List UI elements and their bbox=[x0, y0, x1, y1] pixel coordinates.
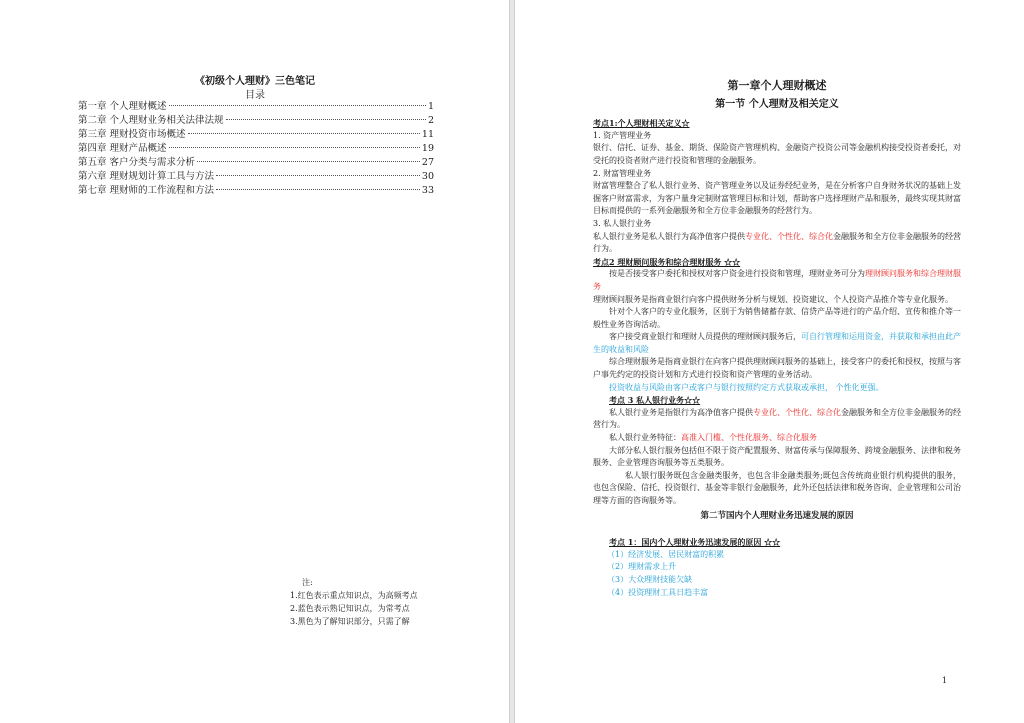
toc-entry-page: 1 bbox=[427, 101, 434, 112]
toc-entry-label: 第五章 客户分类与需求分析 bbox=[78, 157, 196, 168]
exam-point-heading: 考点 3 私人银行业务☆☆ bbox=[609, 395, 701, 406]
toc-entry-label: 第二章 个人理财业务相关法律法规 bbox=[78, 115, 224, 126]
left-page bbox=[0, 0, 510, 723]
highlight-red: 专业化、个性化、综合化 bbox=[745, 231, 833, 241]
paragraph bbox=[593, 407, 961, 432]
toc-leader bbox=[169, 147, 420, 148]
text-run: 客户接受商业银行和理财人员提供的理财顾问服务后， bbox=[609, 332, 801, 342]
toc-heading: 目录 bbox=[245, 90, 265, 101]
highlight-red: 理财顾问服务和综合理财服务 bbox=[593, 269, 961, 291]
list-item: （2）理财需求上升 bbox=[607, 562, 677, 572]
toc-entry[interactable] bbox=[78, 142, 434, 156]
paragraph: 私人银行服务既包含金融类服务，也包含非金融类服务;既包含传统商业银行机构提供的服务，也包含保险、信托、投资银行、基金等非银行金融服务，此外还包括法律和税务咨询、企业管理和公司治理等方面的咨询服务等。 bbox=[593, 470, 961, 505]
color-legend-notes bbox=[290, 576, 418, 628]
highlight-blue: 可自行管理和运用资金，并获取和承担由此产生的收益和风险 bbox=[593, 332, 961, 354]
toc-entry-label: 第一章 个人理财概述 bbox=[78, 101, 167, 112]
exam-point-heading: 考点1:个人理财相关定义☆ bbox=[593, 118, 690, 129]
paragraph bbox=[593, 432, 961, 445]
paragraph: 财富管理整合了私人银行业务、资产管理业务以及证券经纪业务，是在分析客户自身财务状况的基础上发掘客户财富需求，为客户量身定制财富管理目标和计划，帮助客户选择理财产品和服务，最终实现其财富目标而提供的一系列金融服务和全方位非金融服务的经营行为。 bbox=[593, 181, 961, 216]
toc-entry-page: 19 bbox=[421, 143, 434, 154]
notes-heading: 注: bbox=[302, 578, 313, 587]
toc-entry-page: 2 bbox=[427, 115, 434, 126]
paragraph: 针对个人客户的专业化服务，区别于为销售储蓄存款、信贷产品等进行的产品介绍、宣传和推介等一般性业务咨询活动。 bbox=[593, 307, 961, 329]
toc-entry-page: 11 bbox=[421, 129, 434, 140]
toc-entry-label: 第七章 理财师的工作流程和方法 bbox=[78, 185, 215, 196]
list-item: （1）经济发展、居民财富的积累 bbox=[607, 549, 725, 559]
toc-entry-page: 33 bbox=[421, 185, 434, 196]
toc-entry[interactable] bbox=[78, 114, 434, 128]
paragraph: 大部分私人银行服务包括但不限于资产配置服务、财富传承与保障服务、跨境金融服务、法律和税务服务、企业管理咨询服务等五类服务。 bbox=[593, 445, 961, 468]
note-item: 1.红色表示重点知识点，为高频考点 bbox=[290, 591, 418, 600]
toc-leader bbox=[197, 161, 420, 162]
exam-point-heading: 考点2 理财顾问服务和综合理财服务 ☆☆ bbox=[593, 256, 741, 267]
toc-entry-page: 27 bbox=[421, 157, 434, 168]
right-page-content bbox=[593, 80, 961, 599]
toc-entry[interactable] bbox=[78, 184, 434, 198]
exam-point-heading: 考点 1：国内个人理财业务迅速发展的原因 ☆☆ bbox=[609, 537, 781, 548]
item-title: 3. 私人银行业务 bbox=[593, 218, 652, 228]
right-page bbox=[514, 0, 1024, 723]
note-item: 3.黑色为了解知识部分，只需了解 bbox=[290, 617, 410, 626]
toc-leader bbox=[188, 133, 420, 134]
toc-entry-label: 第四章 理财产品概述 bbox=[78, 143, 167, 154]
toc-entry-label: 第三章 理财投资市场概述 bbox=[78, 129, 186, 140]
toc-leader bbox=[169, 105, 426, 106]
toc-leader bbox=[216, 175, 420, 176]
highlight-red: 专业化、个性化、综合化 bbox=[753, 407, 841, 417]
highlight-blue-paragraph: 投资收益与风险由客户或客户与银行按照约定方式获取或承担， 个性化更强。 bbox=[609, 382, 884, 392]
paragraph: 综合理财服务是指商业银行在向客户提供理财顾问服务的基础上，接受客户的委托和授权，按照与客户事先约定的投资计划和方式进行投资和资产管理的业务活动。 bbox=[593, 357, 961, 380]
toc-leader bbox=[226, 119, 426, 120]
text-run: 金融服务和全方位非金融服务的经营行为。 bbox=[593, 231, 961, 254]
note-item: 2.蓝色表示熟记知识点，为常考点 bbox=[290, 604, 410, 613]
page-number: 1 bbox=[942, 676, 948, 685]
toc-entry-page: 30 bbox=[421, 171, 434, 182]
paragraph bbox=[593, 231, 961, 256]
highlight-red: 高准入门槛、个性化服务、综合化服务 bbox=[681, 433, 817, 443]
toc-entry[interactable] bbox=[78, 170, 434, 184]
chapter-title: 第一章个人理财概述 bbox=[727, 79, 827, 92]
text-run: 私人银行业务是私人银行为高净值客户提供 bbox=[593, 231, 745, 241]
toc-entry[interactable] bbox=[78, 100, 434, 114]
toc-entry[interactable] bbox=[78, 156, 434, 170]
toc-entry-label: 第六章 理财规划计算工具与方法 bbox=[78, 171, 215, 182]
toc-leader bbox=[216, 189, 420, 190]
text-run: 私人银行业务是指银行为高净值客户提供 bbox=[609, 407, 753, 417]
text-run: 私人银行业务特征： bbox=[609, 433, 681, 443]
paragraph bbox=[593, 268, 961, 293]
list-item: （3）大众理财技能欠缺 bbox=[607, 574, 693, 584]
item-title: 1. 资产管理业务 bbox=[593, 130, 652, 140]
item-title: 2. 财富管理业务 bbox=[593, 168, 652, 178]
paragraph: 理财顾问服务是指商业银行向客户提供财务分析与规划、投资建议、个人投资产品推介等专业化服务。 bbox=[593, 294, 953, 304]
text-run: 金融服务和全方位非金融服务的经营行为。 bbox=[593, 407, 961, 430]
list-item: （4）投资理财工具日趋丰富 bbox=[607, 587, 709, 597]
section-title: 第一节 个人理财及相关定义 bbox=[715, 98, 839, 110]
paragraph: 银行、信托、证券、基金、期货、保险资产管理机构、金融资产投资公司等金融机构接受投资者委托，对受托的投资者财产进行投资和管理的金融服务。 bbox=[593, 143, 961, 165]
document-title: 《初级个人理财》三色笔记 bbox=[195, 76, 315, 87]
text-run: 按是否接受客户委托和授权对客户资金进行投资和管理，理财业务可分为 bbox=[609, 269, 865, 279]
paragraph bbox=[593, 331, 961, 356]
table-of-contents bbox=[78, 100, 434, 198]
section-title: 第二节国内个人理财业务迅速发展的原因 bbox=[700, 510, 854, 521]
toc-entry[interactable] bbox=[78, 128, 434, 142]
